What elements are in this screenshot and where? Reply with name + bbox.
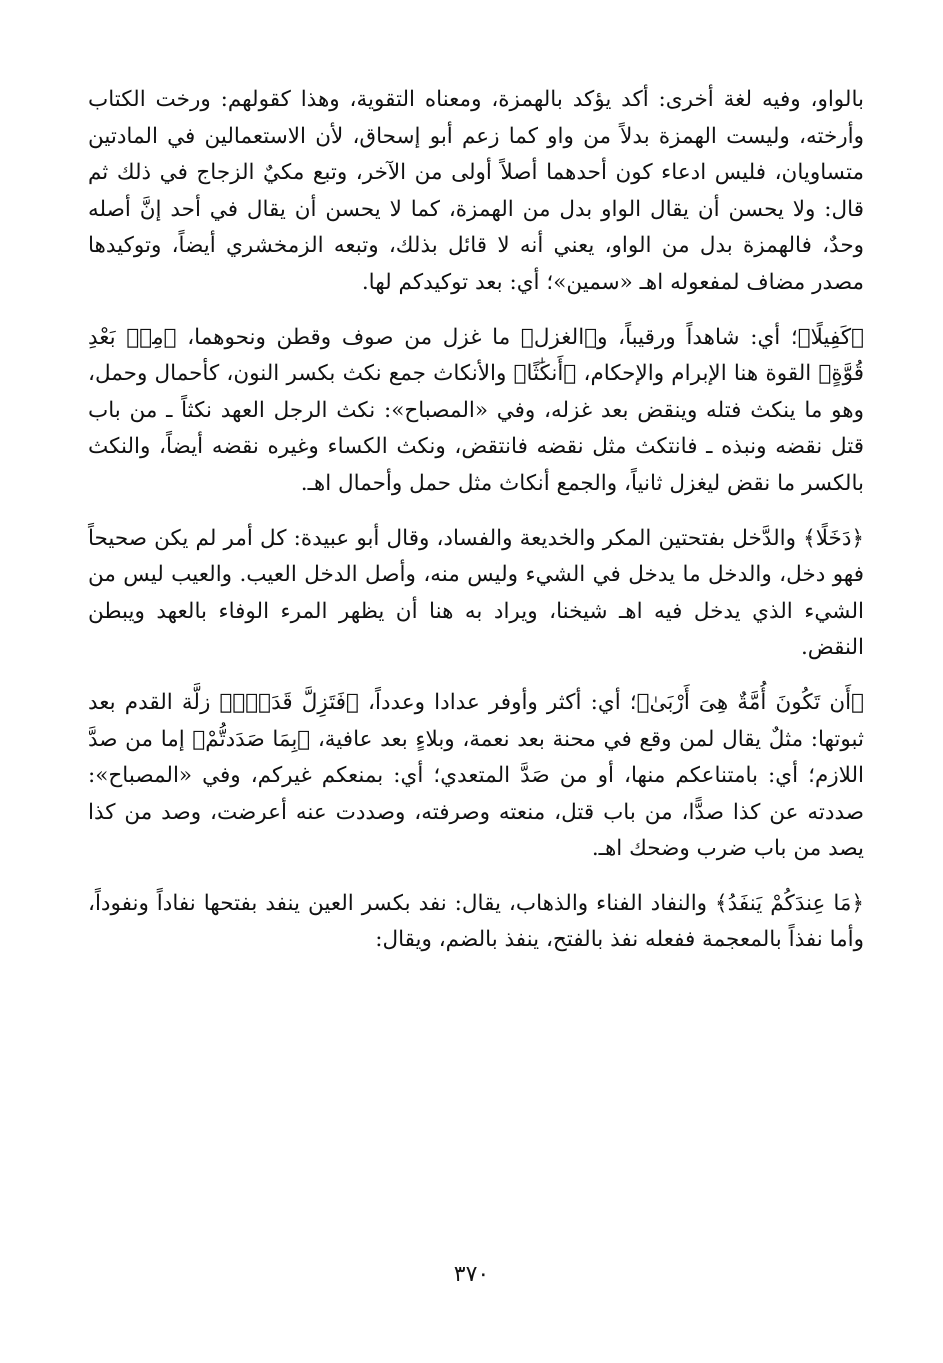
- page-number: ٣٧٠: [453, 1262, 490, 1287]
- paragraph-4: ﴿أَن تَكُونَ أُمَّةٌ هِىَ أَرْبَىٰ﴾؛ أي: أكثر وأوفر عدادا وعدداً، ﴿فَتَزِلَّ قَدَمٌۢ﴾ زلَّة القدم بعد ثبوتها: مثلٌ يقال لمن وقع في محنة بعد نعمة، وبلاءٍ بعد عافية، ﴿بِمَا صَدَدتُّمْ﴾ إما من صدَّ اللازم؛ أي: بامتناعكم منها، أو من صَدَّ المتعدي؛ أي: بمنعكم غيركم، وفي «المصباح»: صددته عن كذا صدًّا، من باب قتل، منعته وصرفته، وصددت عنه أعرضت، وصد من كذا يصد من باب ضرب وضحك اهـ.: [88, 689, 864, 862]
- paragraph-3: ﴿دَخَلًا﴾ والدَّخل بفتحتين المكر والخديعة والفساد، وقال أبو عبيدة: كل أمر لم يكن صحيحاً فهو دخل، والدخل ما يدخل في الشيء وليس منه، وأصل الدخل العيب. والعيب ليس من الشيء الذي يدخل فيه اهـ شيخنا، ويراد به هنا أن يظهر المرء الوفاء بالعهد ويبطن النقض.: [88, 525, 864, 661]
- page-body: [88, 82, 864, 977]
- paragraph-2: ﴿كَفِيلًا﴾؛ أي: شاهداً ورقيباً، و﴿الغزل﴾ ما غزل من صوف وقطن ونحوهما، ﴿مِنۢ بَعْدِ قُوَّةٍ﴾ القوة هنا الإبرام والإحكام، ﴿أَنكَٰثًا﴾ والأنكاث جمع نكث بكسر النون، كأحمال وحمل، وهو ما ينكث فتله وينقض بعد غزله، وفي «المصباح»: نكث الرجل العهد نكثاً ـ من باب قتل نقضه ونبذه ـ فانتكث مثل نقضه فانتقض، ونكث الكساء وغيره نقضه أيضاً، والنكث بالكسر ما نقض ليغزل ثانياً، والجمع أنكاث مثل حمل وأحمال اهـ.: [88, 324, 864, 496]
- paragraph-1: بالواو، وفيه لغة أخرى: أكد يؤكد بالهمزة، ومعناه التقوية، وهذا كقولهم: ورخت الكتاب وأرخته، وليست الهمزة بدلاً من واو كما زعم أبو إسحاق، لأن الاستعمالين في المادتين متساويان، فليس ادعاء كون أحدهما أصلاً أولى من الآخر، وتبع مكيٌ الزجاج في ذلك ثم قال: ولا يحسن أن يقال الواو بدل من الهمزة، كما لا يحسن أن يقال في أحد إنَّ أصله وحدٌ، فالهمزة بدل من الواو، يعني أنه لا قائل بذلك، وتبعه الزمخشري أيضاً، وتوكيدها مصدر مضاف لمفعوله اهـ «سمين»؛ أي: بعد توكيدكم لها.: [88, 87, 864, 295]
- paragraph-5: ﴿مَا عِندَكُمْ يَنفَدُ﴾ والنفاد الفناء والذهاب، يقال: نفد بكسر العين ينفد بفتحها نفاداً ونفوداً، وأما نفذاً بالمعجمة ففعله نفذ بالفتح، ينفذ بالضم، ويقال:: [88, 890, 864, 953]
